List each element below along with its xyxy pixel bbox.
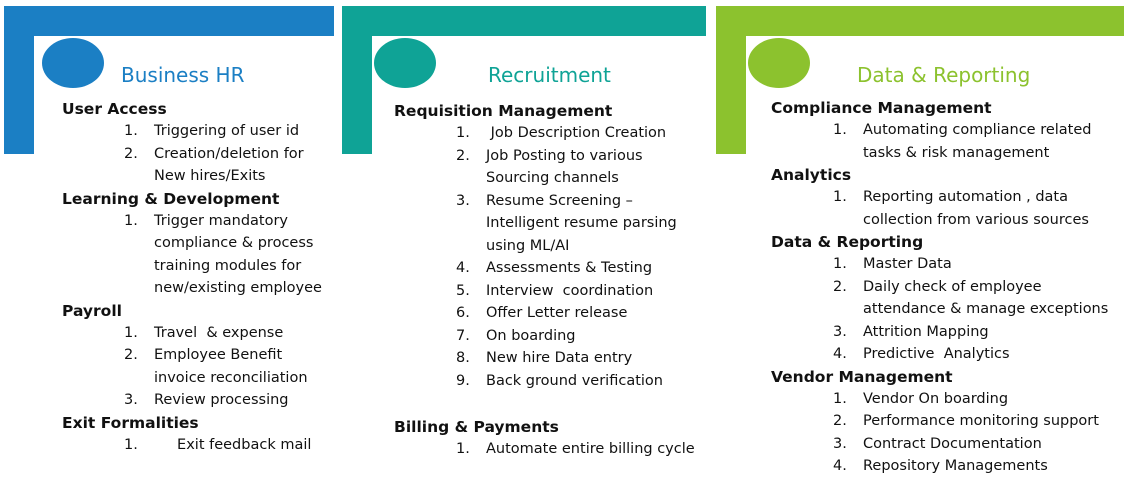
panel-circle — [748, 38, 810, 88]
section-list — [771, 388, 1108, 478]
list-item-text: Attrition Mapping — [863, 323, 989, 340]
list-item-text: Job Description Creation — [486, 125, 667, 141]
panel-circle — [374, 38, 436, 88]
list-item-text: Repository Managements — [863, 458, 1048, 474]
list-item — [771, 388, 1108, 411]
list-item — [394, 145, 695, 190]
list-item-text: Sourcing channels — [486, 170, 619, 186]
list-item-number: 1. — [124, 123, 138, 139]
list-item-number: 6. — [456, 305, 470, 321]
list-item-number: 4. — [833, 458, 847, 474]
panel-content — [771, 97, 1108, 478]
panel-content — [62, 98, 322, 456]
list-item-text: Trigger mandatory — [154, 212, 289, 229]
panel-recruitment — [342, 0, 706, 496]
list-item — [62, 120, 322, 143]
list-item-number: 3. — [456, 192, 470, 209]
list-item-text: Contract Documentation — [863, 435, 1042, 452]
list-item — [771, 433, 1108, 456]
list-item-number: 4. — [833, 346, 847, 362]
list-item-number: 1. — [833, 122, 847, 138]
list-item-text: Assessments & Testing — [486, 260, 653, 276]
section-list — [771, 186, 1108, 231]
list-item-text: Intelligent resume parsing — [486, 215, 677, 231]
section-list — [62, 120, 322, 188]
section-heading: Requisition Management — [394, 102, 613, 120]
list-item-number: 2. — [124, 347, 138, 363]
list-item-text: On boarding — [486, 327, 576, 344]
section-heading: Data & Reporting — [771, 233, 924, 251]
section-heading: Analytics — [771, 166, 852, 184]
list-item-text: Triggering of user id — [154, 123, 300, 139]
list-item-number: 8. — [456, 350, 470, 366]
list-item — [394, 438, 695, 461]
list-item-text: Job Posting to various — [486, 147, 643, 164]
list-item-number: 2. — [124, 145, 138, 162]
list-item-number: 5. — [456, 282, 470, 299]
panel-side-bar — [342, 6, 372, 154]
list-item — [394, 302, 695, 325]
list-item — [771, 343, 1108, 366]
list-item — [771, 119, 1108, 164]
panel-top-bar — [342, 6, 706, 36]
list-item-text: Interview coordination — [486, 282, 654, 299]
list-item-text: compliance & process — [154, 235, 314, 251]
list-item-text: Master Data — [863, 256, 952, 272]
list-item-number: 1. — [124, 436, 138, 453]
list-item-text: New hire Data entry — [486, 350, 633, 366]
list-item-number: 1. — [456, 125, 470, 141]
list-item — [394, 122, 695, 145]
list-item-text: Vendor On boarding — [863, 390, 1009, 407]
list-item-text: new/existing employee — [154, 280, 322, 296]
list-item — [62, 322, 322, 345]
section-list — [394, 122, 695, 392]
section-list — [62, 434, 322, 457]
section-list — [394, 438, 695, 461]
list-item-number: 9. — [456, 372, 470, 389]
section-list — [62, 210, 322, 300]
panel-data-reporting — [716, 0, 1124, 496]
list-item-text: Exit feedback mail — [154, 436, 312, 453]
list-item-text: tasks & risk management — [863, 144, 1050, 161]
section-heading: Billing & Payments — [394, 418, 559, 436]
section-heading: Vendor Management — [771, 367, 953, 386]
list-item-text: using ML/AI — [486, 237, 570, 254]
list-item-number: 3. — [833, 323, 847, 340]
list-item-text: New hires/Exits — [154, 168, 266, 184]
section-spacer — [394, 392, 695, 416]
section-list — [771, 119, 1108, 164]
list-item-number: 3. — [833, 435, 847, 452]
list-item-text: Daily check of employee — [863, 278, 1042, 295]
list-item-number: 1. — [124, 324, 138, 341]
section-heading: User Access — [62, 100, 167, 118]
list-item-text: attendance & manage exceptions — [863, 301, 1109, 317]
list-item-number: 2. — [456, 147, 470, 164]
panel-title: Data & Reporting — [857, 63, 1031, 87]
list-item — [771, 455, 1108, 478]
list-item-number: 1. — [833, 189, 847, 205]
section-heading: Payroll — [62, 301, 122, 320]
panel-top-bar — [4, 6, 334, 36]
panel-top-bar — [716, 6, 1124, 36]
list-item-text: Resume Screening – — [486, 192, 633, 209]
list-item-text: collection from various sources — [863, 211, 1089, 228]
list-item — [394, 347, 695, 370]
list-item-text: Performance monitoring support — [863, 413, 1099, 429]
panel-circle — [42, 38, 104, 88]
list-item-number: 1. — [124, 212, 138, 229]
list-item-text: Travel & expense — [154, 324, 284, 341]
section-heading: Compliance Management — [771, 99, 992, 117]
list-item — [62, 143, 322, 188]
list-item — [394, 257, 695, 280]
list-item-number: 1. — [833, 256, 847, 272]
list-item-text: Creation/deletion for — [154, 145, 304, 162]
list-item — [62, 389, 322, 412]
list-item-text: Back ground verification — [486, 372, 663, 389]
list-item — [771, 276, 1108, 321]
panel-title: Recruitment — [488, 63, 611, 87]
list-item-number: 2. — [833, 413, 847, 429]
list-item — [62, 434, 322, 457]
section-list — [62, 322, 322, 412]
list-item-text: Reporting automation , data — [863, 189, 1069, 205]
panel-content — [394, 100, 695, 461]
section-list — [771, 253, 1108, 366]
list-item-text: Review processing — [154, 392, 289, 408]
section-heading: Exit Formalities — [62, 413, 199, 432]
list-item — [771, 186, 1108, 231]
list-item-number: 1. — [833, 390, 847, 407]
list-item-text: Employee Benefit — [154, 347, 283, 363]
list-item-text: invoice reconciliation — [154, 369, 308, 386]
list-item-number: 3. — [124, 392, 138, 408]
list-item-text: training modules for — [154, 257, 302, 274]
list-item-text: Offer Letter release — [486, 305, 628, 321]
list-item — [394, 325, 695, 348]
list-item — [771, 410, 1108, 433]
list-item-number: 2. — [833, 278, 847, 295]
list-item — [394, 280, 695, 303]
list-item-number: 4. — [456, 260, 470, 276]
list-item-text: Automate entire billing cycle — [486, 441, 695, 457]
list-item-text: Automating compliance related — [863, 122, 1092, 138]
list-item — [62, 344, 322, 389]
panel-title: Business HR — [121, 63, 245, 87]
panel-business-hr — [4, 0, 334, 496]
list-item-number: 1. — [456, 441, 470, 457]
list-item — [771, 253, 1108, 276]
section-heading: Learning & Development — [62, 189, 280, 208]
list-item — [394, 190, 695, 258]
list-item — [771, 321, 1108, 344]
list-item-text: Predictive Analytics — [863, 346, 1010, 362]
list-item — [394, 370, 695, 393]
list-item — [62, 210, 322, 300]
panel-side-bar — [4, 6, 34, 154]
list-item-number: 7. — [456, 327, 470, 344]
panel-side-bar — [716, 6, 746, 154]
